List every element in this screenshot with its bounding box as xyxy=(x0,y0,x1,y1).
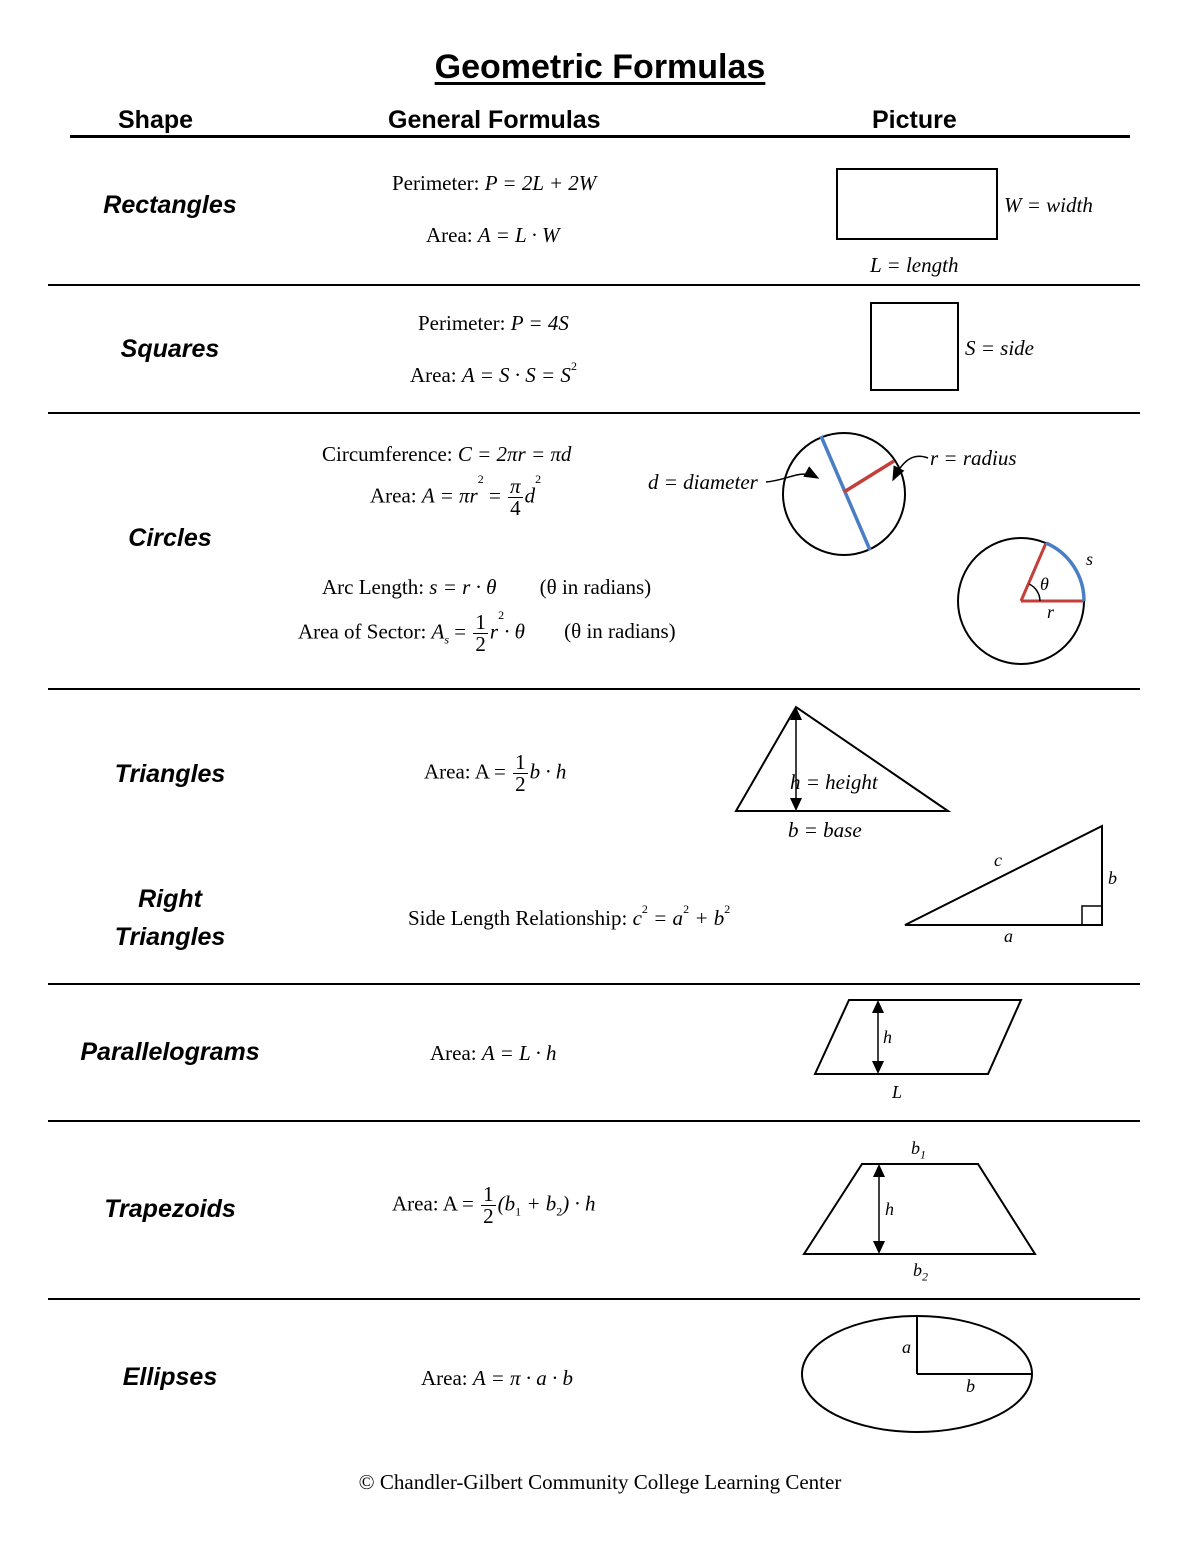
trapezoid-b2: + b xyxy=(521,1191,557,1216)
pythag-c: c xyxy=(632,906,642,930)
shape-name-parallelograms: Parallelograms xyxy=(80,1038,260,1066)
column-header-picture: Picture xyxy=(872,106,957,134)
trapezoid-b1-sub: 1 xyxy=(515,1204,522,1219)
shape-name-trapezoids: Trapezoids xyxy=(104,1195,236,1223)
triangle-area-label: Area: xyxy=(424,759,471,784)
right-triangle-b-label: b xyxy=(1108,868,1117,888)
arc-length-note: (θ in radians) xyxy=(539,575,652,599)
pythag-b: + b xyxy=(694,906,725,930)
parallelogram-area-label: Area: xyxy=(430,1041,477,1065)
column-header-formulas: General Formulas xyxy=(388,106,601,134)
circle-area-exp: 2 xyxy=(477,472,484,486)
theta-label: θ xyxy=(1040,574,1049,594)
triangle-height-label: h = height xyxy=(790,770,878,794)
pythag-a-exp: 2 xyxy=(683,902,690,916)
circle-area-label: Area: xyxy=(370,483,417,508)
triangle-base-label: b = base xyxy=(788,818,862,842)
arc-length-label: Arc Length: xyxy=(322,575,425,599)
trapezoid-area-tail: ) · h xyxy=(562,1191,596,1216)
sector-den: 2 xyxy=(475,632,486,656)
square-area-label: Area: xyxy=(410,363,457,387)
trapezoid-area-label: Area: xyxy=(392,1191,439,1216)
sector-num: 1 xyxy=(475,610,486,634)
square-area-exponent: 2 xyxy=(570,359,577,373)
sector-lhs: A xyxy=(431,619,445,644)
triangle-area-rhs: b · h xyxy=(529,759,567,784)
rectangle-perimeter-label: Perimeter: xyxy=(392,171,480,195)
ellipse-area-formula: A = π · a · b xyxy=(472,1366,574,1390)
right-triangles-line1: Right xyxy=(138,885,202,913)
sector-theta: · θ xyxy=(504,619,525,644)
circle-area-den: 4 xyxy=(510,496,521,520)
radius-label: r = radius xyxy=(930,446,1017,470)
circle-circumference-formula: C = 2πr = πd xyxy=(457,442,572,466)
circle-sector-area: Area of Sector: $A_s$ = $\frac{1}{2}$ $r^2\cdot \theta$ (θ in radians) xyxy=(298,608,676,656)
triangle-area-lhs: A = xyxy=(474,759,506,784)
parallelogram-area-formula: A = L · h xyxy=(481,1041,557,1065)
circle-circumference-label: Circumference: xyxy=(322,442,453,466)
footer-copyright: © Chandler-Gilbert Community College Learning Center xyxy=(358,1470,842,1494)
pythag-a: = a xyxy=(653,906,684,930)
rectangle-length-label: L = length xyxy=(870,253,959,277)
shape-name-triangles: Triangles xyxy=(114,760,226,788)
square-side-label: S = side xyxy=(965,336,1034,360)
pythag-c-exp: 2 xyxy=(641,902,648,916)
sector-note: (θ in radians) xyxy=(564,619,676,644)
sector-r: r xyxy=(489,619,499,644)
rectangle-area-formula: A = L · W xyxy=(477,223,560,247)
sector-r-label: r xyxy=(1047,602,1055,622)
sector-sub: s xyxy=(444,632,450,647)
triangle-area-den: 2 xyxy=(515,772,526,796)
rectangle-area-label: Area: xyxy=(426,223,473,247)
page-title: Geometric Formulas xyxy=(434,48,766,86)
circle-area-num: π xyxy=(510,474,521,498)
ellipse-a-label: a xyxy=(902,1337,911,1357)
arc-length-formula: s = r · θ xyxy=(429,575,497,599)
sector-exp: 2 xyxy=(498,608,505,622)
parallelogram-l-label: L xyxy=(892,1082,903,1102)
trapezoid-area-num: 1 xyxy=(483,1182,494,1206)
shape-name-squares: Squares xyxy=(120,335,220,363)
trapezoid-b1: (b xyxy=(497,1191,516,1216)
right-triangle-a-label: a xyxy=(1004,926,1013,946)
shape-name-rectangles: Rectangles xyxy=(103,191,237,219)
circle-area-d-exp: 2 xyxy=(535,472,542,486)
trapezoid-area-den: 2 xyxy=(483,1204,494,1228)
arc-s-label: s xyxy=(1086,549,1094,569)
right-triangles-line2: Triangles xyxy=(114,923,226,951)
rectangle-width-label: W = width xyxy=(1004,193,1093,217)
diameter-label: d = diameter xyxy=(648,470,758,494)
ellipse-area-label: Area: xyxy=(421,1366,468,1390)
right-triangle-label: Side Length Relationship: xyxy=(408,906,628,930)
shape-name-ellipses: Ellipses xyxy=(122,1363,218,1391)
square-area-formula: A = S · S = S xyxy=(461,363,571,387)
trapezoid-area-lhs: A = xyxy=(442,1191,474,1216)
trapezoid-b1-label: $b_1$ xyxy=(911,1138,926,1162)
ellipse-b-label: b xyxy=(966,1376,975,1396)
square-perimeter-label: Perimeter: xyxy=(418,311,506,335)
circle-area: Area: $A = \pi r^2$ = $\frac{\pi}{4}$ $d^2$ xyxy=(370,472,542,520)
column-header-shape: Shape xyxy=(118,106,194,134)
right-triangle-c-label: c xyxy=(994,850,1002,870)
trapezoid-b2-label: $b_2$ xyxy=(913,1260,928,1284)
sector-area-label: Area of Sector: xyxy=(298,619,427,644)
parallelogram-h-label: h xyxy=(883,1027,892,1047)
trapezoid-b2-sub: 2 xyxy=(556,1204,563,1219)
rectangle-perimeter-formula: P = 2L + 2W xyxy=(484,171,597,195)
circle-area-lhs: A = πr xyxy=(421,483,478,508)
trapezoid-h-label: h xyxy=(885,1199,894,1219)
pythag-b-exp: 2 xyxy=(724,902,731,916)
triangle-area-num: 1 xyxy=(515,750,526,774)
square-perimeter-formula: P = 4S xyxy=(510,311,569,335)
shape-name-circles: Circles xyxy=(128,524,212,552)
circle-area-d: d xyxy=(524,483,536,508)
